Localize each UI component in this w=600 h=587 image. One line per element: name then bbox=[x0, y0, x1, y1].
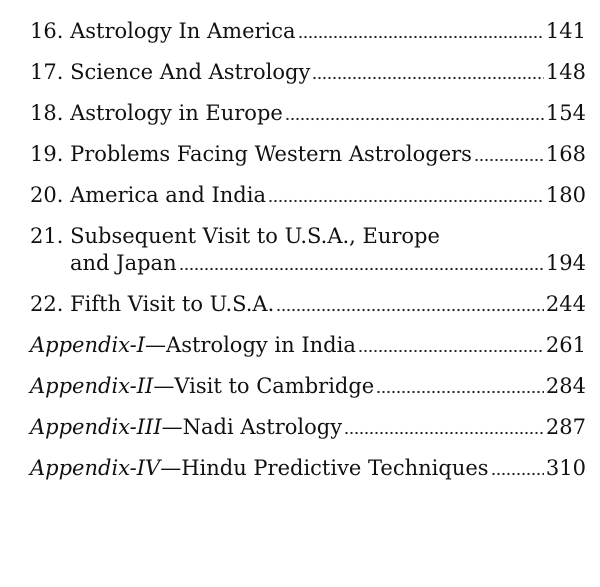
appendix-label: Appendix-I bbox=[30, 333, 146, 357]
appendix-title bbox=[30, 332, 356, 359]
leader-dots bbox=[268, 198, 544, 204]
appendix-name: —Visit to Cambridge bbox=[153, 374, 375, 398]
toc-row bbox=[30, 455, 586, 482]
chapter-title: Astrology in Europe bbox=[70, 101, 283, 125]
chapter-number: 19. bbox=[30, 142, 64, 166]
table-of-contents bbox=[30, 18, 586, 496]
toc-entry-21 bbox=[30, 223, 586, 277]
leader-dots bbox=[491, 471, 544, 477]
appendix-label: Appendix-II bbox=[30, 374, 154, 398]
leader-dots bbox=[298, 34, 544, 40]
toc-entry-appendix-4 bbox=[30, 455, 586, 482]
page-number: 244 bbox=[545, 292, 586, 316]
toc-row bbox=[30, 100, 586, 127]
toc-entry-19 bbox=[30, 141, 586, 168]
toc-entry-appendix-3 bbox=[30, 414, 586, 441]
toc-entry-appendix-2 bbox=[30, 373, 586, 400]
page-number: 154 bbox=[545, 101, 586, 125]
chapter-number: 20. bbox=[30, 183, 64, 207]
appendix-label: Appendix-IV bbox=[30, 456, 161, 480]
leader-dots bbox=[358, 348, 544, 354]
toc-entry-16 bbox=[30, 18, 586, 45]
chapter-title: Astrology In America bbox=[70, 19, 296, 43]
leader-dots bbox=[285, 116, 544, 122]
page-number: 284 bbox=[545, 374, 586, 398]
leader-dots bbox=[376, 389, 544, 395]
toc-row bbox=[30, 291, 586, 318]
leader-dots bbox=[344, 430, 544, 436]
chapter-title: Fifth Visit to U.S.A. bbox=[70, 292, 275, 316]
page-number: 261 bbox=[545, 333, 586, 357]
appendix-name: —Hindu Predictive Techniques bbox=[160, 456, 489, 480]
chapter-title-continued: and Japan bbox=[70, 251, 177, 275]
toc-row bbox=[30, 223, 586, 250]
page-number: 287 bbox=[545, 415, 586, 439]
chapter-number: 17. bbox=[30, 60, 64, 84]
toc-entry-17 bbox=[30, 59, 586, 86]
toc-row bbox=[30, 182, 586, 209]
toc-entry-20 bbox=[30, 182, 586, 209]
chapter-title: Problems Facing Western Astrologers bbox=[70, 142, 472, 166]
toc-row bbox=[30, 18, 586, 45]
appendix-name: —Nadi Astrology bbox=[161, 415, 343, 439]
toc-row bbox=[30, 250, 586, 277]
chapter-title: Subsequent Visit to U.S.A., Europe bbox=[70, 224, 440, 248]
appendix-title bbox=[30, 414, 342, 441]
leader-dots bbox=[276, 307, 544, 313]
chapter-title: Science And Astrology bbox=[70, 60, 311, 84]
toc-row bbox=[30, 141, 586, 168]
page-number: 194 bbox=[545, 251, 586, 275]
toc-entry-22 bbox=[30, 291, 586, 318]
toc-row bbox=[30, 373, 586, 400]
page-number: 141 bbox=[545, 19, 586, 43]
page-number: 310 bbox=[545, 456, 586, 480]
chapter-number: 22. bbox=[30, 292, 64, 316]
toc-entry-appendix-1 bbox=[30, 332, 586, 359]
toc-row bbox=[30, 414, 586, 441]
toc-row bbox=[30, 59, 586, 86]
appendix-name: —Astrology in India bbox=[145, 333, 356, 357]
toc-row bbox=[30, 332, 586, 359]
page-number: 168 bbox=[545, 142, 586, 166]
chapter-number: 16. bbox=[30, 19, 64, 43]
chapter-number: 18. bbox=[30, 101, 64, 125]
appendix-title bbox=[30, 455, 489, 482]
leader-dots bbox=[179, 266, 544, 272]
page-number: 180 bbox=[545, 183, 586, 207]
appendix-title bbox=[30, 373, 374, 400]
leader-dots bbox=[474, 157, 544, 163]
toc-entry-18 bbox=[30, 100, 586, 127]
leader-dots bbox=[312, 75, 544, 81]
chapter-title: America and India bbox=[70, 183, 266, 207]
page-number: 148 bbox=[545, 60, 586, 84]
chapter-number: 21. bbox=[30, 224, 64, 248]
appendix-label: Appendix-III bbox=[30, 415, 162, 439]
